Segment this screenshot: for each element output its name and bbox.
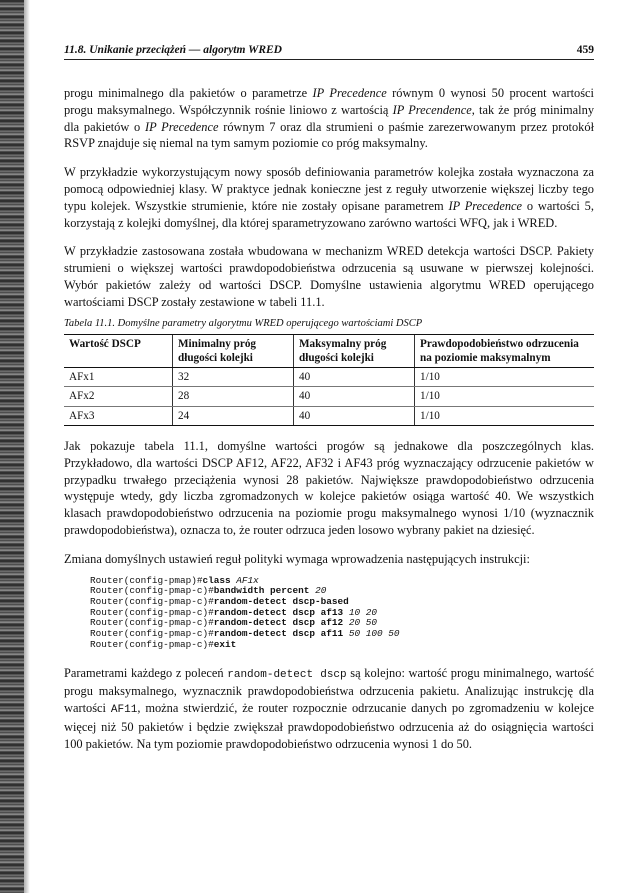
code-line: Router(config-pmap-c)#exit bbox=[90, 638, 237, 650]
header-dscp: Wartość DSCP bbox=[64, 334, 173, 367]
header-max-threshold: Maksymalny próg długości kolejki bbox=[294, 334, 415, 367]
paragraph-6: Parametrami każdego z poleceń random-detect dscp są kolejno: wartość progu minimalnego, wartość progu maksymalnego, wyznacznik prawdopodobieństwa odrzucenia pakietu. Analizując instrukcję dla wartości AF11, można stwierdzić, że router rozpocznie odrzucanie danych po zgromadzeniu w kolejce więcej niż 50 pakietów i będzie zwiększał prawdopodobieństwo odrzucenia aż do osiągnięcia wartości 100 pakietów. Na tym poziomie prawdopodobieństwo odrzucenia wynosi 1 do 50. bbox=[64, 665, 594, 751]
paragraph-4: Jak pokazuje tabela 11.1, domyślne wartości progów są jednakowe dla poszczególnych klas. Przykładowo, dla wartości DSCP AF12, AF22, AF32 i AF43 próg wyznaczający odrzucenie pakietów w przypadku trwałego przeciążenia wynosi 28 pakietów. Największe prawdopodobieństwo odrzucenia występuje wtedy, gdy liczba zgromadzonych w kolejce pakietów osiąga wartość 40. We wszystkich klasach prawdopodobieństwo odrzucenia na poziomie progu maksymalnego wynosi 1/10 (wyznacznik prawdopodobieństwa), oznacza to, że router odrzuca jeden losowo wybrany pakiet na dziesięć. bbox=[64, 439, 594, 538]
code-line: Router(config-pmap)#class AF1x bbox=[90, 574, 259, 586]
code-listing bbox=[64, 576, 594, 651]
table-row: AFx3 24 40 1/10 bbox=[64, 406, 594, 426]
table-row: AFx1 32 40 1/10 bbox=[64, 367, 594, 387]
page-number: 459 bbox=[576, 44, 594, 56]
code-line: Router(config-pmap-c)#random-detect dscp af11 50 100 50 bbox=[90, 628, 400, 640]
header-drop-probability: Prawdopodobieństwo odrzucenia na poziomie maksymalnym bbox=[415, 334, 595, 367]
book-spine-edge bbox=[0, 0, 24, 893]
paragraph-5: Zmiana domyślnych ustawień reguł polityki wymaga wprowadzenia następujących instrukcji: bbox=[64, 551, 530, 566]
section-title: 11.8. Unikanie przeciążeń — algorytm WRED bbox=[64, 44, 282, 56]
table-caption: Tabela 11.1. Domyślne parametry algorytmu WRED operującego wartościami DSCP bbox=[64, 317, 423, 329]
paragraph-2: W przykładzie wykorzystującym nowy sposób definiowania parametrów kolejka została wyznaczona za pomocą odpowiedniej klasy. W praktyce jednak konieczne jest z reguły utworzenie większej liczby tego typu kolejek. Wszystkie strumienie, które nie zostały opisane parametrem IP Precedence o wartości 5, korzystają z kolejki domyślnej, dla której sparametryzowano zarówno wartości WFQ, jak i WRED. bbox=[64, 165, 594, 230]
running-header bbox=[64, 40, 594, 60]
code-line: Router(config-pmap-c)#random-detect dscp-based bbox=[90, 596, 349, 608]
code-line: Router(config-pmap-c)#random-detect dscp af12 20 50 bbox=[90, 617, 377, 629]
table-header-row bbox=[64, 334, 594, 367]
header-min-threshold: Minimalny próg długości kolejki bbox=[173, 334, 294, 367]
wred-dscp-table bbox=[64, 334, 594, 427]
code-line: Router(config-pmap-c)#random-detect dscp af13 10 20 bbox=[90, 606, 377, 618]
book-page bbox=[64, 40, 594, 753]
paragraph-3: W przykładzie zastosowana została wbudowana w mechanizm WRED detekcja wartości DSCP. Pakiety strumieni o większej wartości prawdopodobieństwa odrzucenia są usuwane w pierwszej kolejności. Wybór pakietów zależy od wartości DSCP. Domyślne ustawienia algorytmu WRED operującego wartościami DSCP zostały zestawione w tabeli 11.1. bbox=[64, 244, 594, 309]
table-row: AFx2 28 40 1/10 bbox=[64, 387, 594, 407]
code-line: Router(config-pmap-c)#bandwidth percent 20 bbox=[90, 585, 327, 597]
paragraph-1: progu minimalnego dla pakietów o parametrze IP Precedence równym 0 wynosi 50 procent wartości progu maksymalnego. Współczynnik rośnie liniowo z wartością IP Precendence, tak że próg minimalny dla pakietów o IP Precedence równym 7 oraz dla strumieni o paśmie zarezerwowanym przez protokół RSVP znajduje się niemal na tym samym poziomie co próg maksymalny. bbox=[64, 86, 595, 151]
